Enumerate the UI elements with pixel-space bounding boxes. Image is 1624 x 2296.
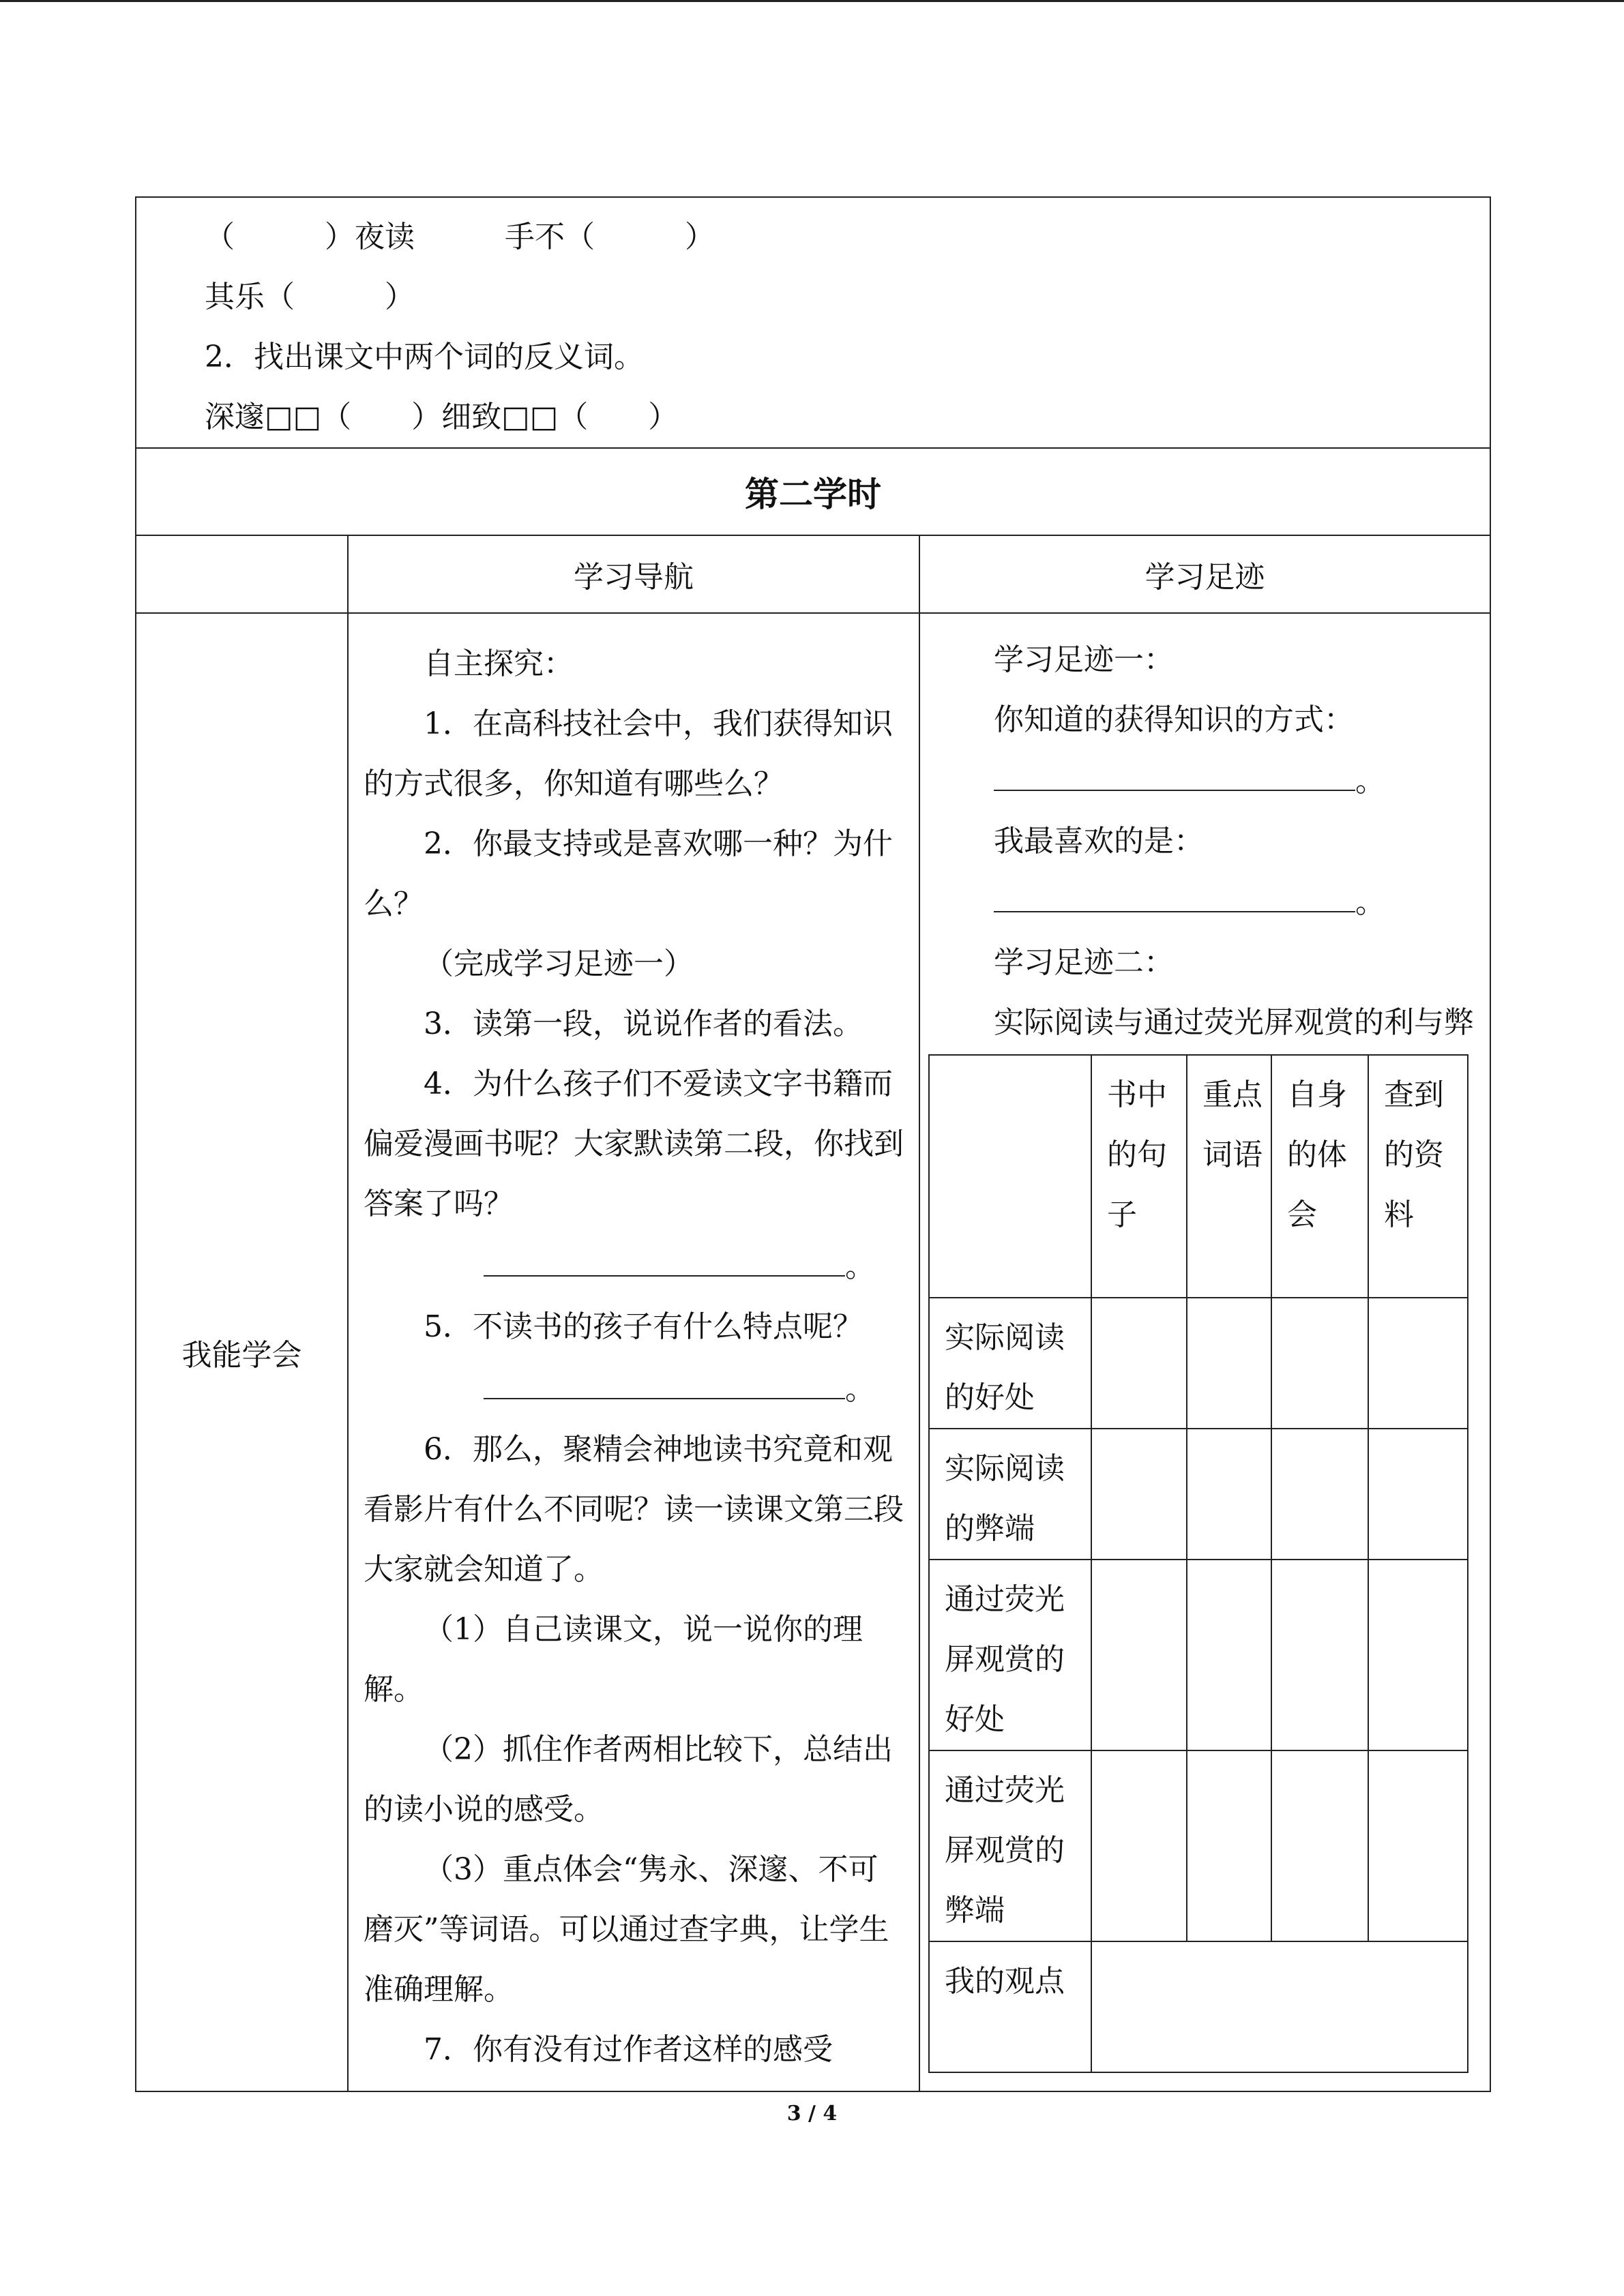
idiom-blank-line-1: （ ）夜读 手不（ ） xyxy=(205,220,715,254)
comparison-cell[interactable] xyxy=(1271,1298,1368,1429)
footprint-2-title: 学习足迹二： xyxy=(994,945,1174,980)
comparison-header-sentences: 书中的句子 xyxy=(1091,1055,1187,1298)
footprint-1-title: 学习足迹一： xyxy=(994,642,1174,677)
nav-sub-3: （3）重点体会“隽永、深邃、不可磨灭”等词语。可以通过查字典，让学生准确理解。 xyxy=(364,1852,889,2007)
comparison-header-experience: 自身的体会 xyxy=(1271,1055,1368,1298)
comparison-row-label: 实际阅读的弊端 xyxy=(929,1429,1091,1560)
comparison-cell[interactable] xyxy=(1091,1429,1187,1560)
comparison-cell[interactable] xyxy=(1187,1429,1271,1560)
nav-question-3: 3．读第一段，说说作者的看法。 xyxy=(424,1007,863,1041)
blank-underline xyxy=(994,750,1355,791)
answer-blank-1[interactable] xyxy=(364,1234,905,1297)
row-label: 我能学会 xyxy=(136,613,348,2091)
comparison-cell[interactable] xyxy=(1091,1560,1187,1750)
nav-question-7: 7．你有没有过作者这样的感受 xyxy=(424,2032,833,2067)
nav-sub-2: （2）抓住作者两相比较下，总结出的读小说的感受。 xyxy=(364,1732,893,1827)
comparison-row-label: 通过荧光屏观赏的弊端 xyxy=(929,1750,1091,1941)
footprint-2-description: 实际阅读与通过荧光屏观赏的利与弊 xyxy=(994,1005,1474,1040)
comparison-row-label: 通过荧光屏观赏的好处 xyxy=(929,1560,1091,1750)
blank-period: 。 xyxy=(845,1249,875,1284)
blank-period: 。 xyxy=(1355,764,1385,799)
nav-question-5: 5．不读书的孩子有什么特点呢？ xyxy=(424,1309,863,1344)
footprint-1-blank-1[interactable] xyxy=(934,750,1490,811)
comparison-cell[interactable] xyxy=(1187,1750,1271,1941)
comparison-cell[interactable] xyxy=(1368,1429,1468,1560)
session-title: 第二学时 xyxy=(136,448,1490,535)
comparison-table xyxy=(928,1054,1468,2073)
comparison-cell[interactable] xyxy=(1271,1750,1368,1941)
answer-blank-2[interactable] xyxy=(364,1357,905,1420)
comparison-cell[interactable] xyxy=(1091,1298,1187,1429)
header-empty xyxy=(136,535,348,613)
navigation-cell xyxy=(348,613,919,2091)
antonym-blanks: 深邃□□（ ）细致□□（ ） xyxy=(205,400,679,434)
comparison-header-materials: 查到的资料 xyxy=(1368,1055,1468,1298)
nav-note: （完成学习足迹一） xyxy=(424,946,694,981)
nav-intro: 自主探究： xyxy=(424,646,574,681)
comparison-cell[interactable] xyxy=(1271,1560,1368,1750)
blank-period: 。 xyxy=(845,1372,875,1407)
my-opinion-cell[interactable] xyxy=(1091,1941,1468,2072)
comparison-row-label: 实际阅读的好处 xyxy=(929,1298,1091,1429)
nav-sub-1: （1）自己读课文，说一说你的理解。 xyxy=(364,1612,863,1707)
lesson-table xyxy=(135,196,1491,2092)
footprint-1-question-1: 你知道的获得知识的方式： xyxy=(994,702,1354,737)
blank-underline xyxy=(994,871,1355,912)
nav-question-1: 1．在高科技社会中，我们获得知识的方式很多，你知道有哪些么？ xyxy=(364,706,893,801)
blank-underline xyxy=(484,1357,845,1399)
nav-question-4: 4．为什么孩子们不爱读文字书籍而偏爱漫画书呢？大家默读第二段，你找到答案了吗？ xyxy=(364,1067,904,1221)
footprint-1-blank-2[interactable] xyxy=(934,871,1490,933)
comparison-header-key-words: 重点词语 xyxy=(1187,1055,1271,1298)
idiom-blank-line-2: 其乐（ ） xyxy=(205,280,415,314)
nav-question-6: 6．那么，聚精会神地读书究竟和观看影片有什么不同呢？读一读课文第三段大家就会知道了。 xyxy=(364,1432,904,1587)
comparison-table-wrap xyxy=(928,1054,1490,2073)
comparison-cell[interactable] xyxy=(1187,1298,1271,1429)
antonym-question: 2．找出课文中两个词的反义词。 xyxy=(205,340,644,374)
comparison-cell[interactable] xyxy=(1091,1750,1187,1941)
comparison-row-label: 我的观点 xyxy=(929,1941,1091,2072)
footprint-cell xyxy=(919,613,1490,2091)
comparison-header-empty xyxy=(929,1055,1091,1298)
nav-question-2: 2．你最支持或是喜欢哪一种？为什么？ xyxy=(364,826,893,921)
header-study-navigation: 学习导航 xyxy=(348,535,919,613)
comparison-cell[interactable] xyxy=(1368,1750,1468,1941)
page-number: 3 / 4 xyxy=(786,2102,838,2126)
blank-underline xyxy=(484,1234,845,1277)
header-study-footprint: 学习足迹 xyxy=(919,535,1490,613)
comparison-cell[interactable] xyxy=(1271,1429,1368,1560)
comparison-cell[interactable] xyxy=(1368,1560,1468,1750)
comparison-cell[interactable] xyxy=(1368,1298,1468,1429)
comparison-cell[interactable] xyxy=(1187,1560,1271,1750)
exercise-continuation-cell xyxy=(136,197,1490,448)
blank-period: 。 xyxy=(1355,885,1385,920)
top-border-line xyxy=(0,0,1624,2)
footprint-1-question-2: 我最喜欢的是： xyxy=(994,824,1204,859)
